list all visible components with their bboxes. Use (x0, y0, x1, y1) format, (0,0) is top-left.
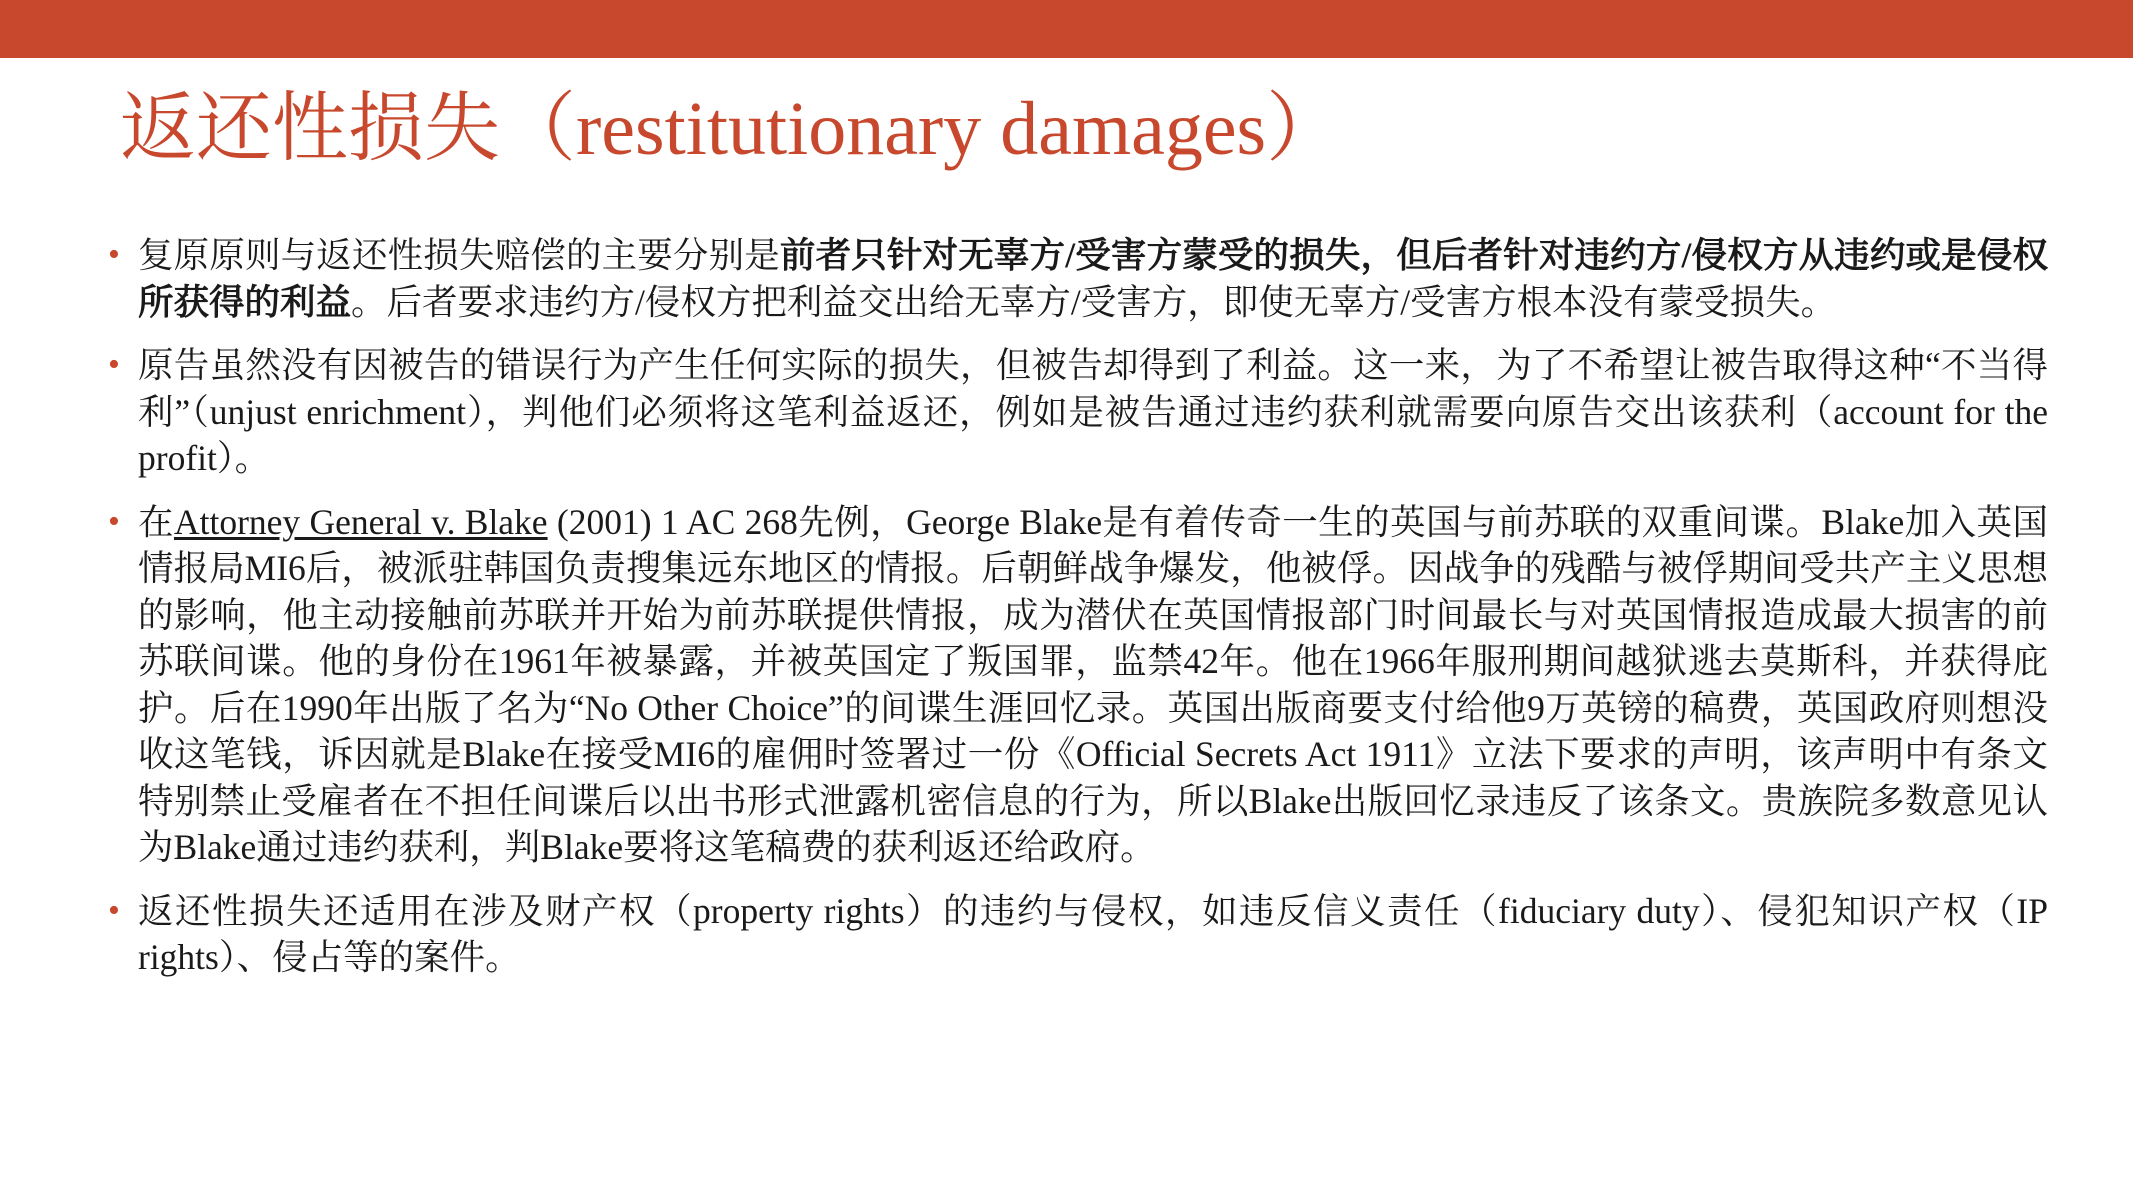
bullet-4-text: 返还性损失还适用在涉及财产权（property rights）的违约与侵权，如违反信义责任（fiduciary duty）、侵犯知识产权（IP rights）、侵占等的案件。 (138, 890, 2048, 977)
page-title: 返还性损失（restitutionary damages） (120, 87, 1343, 171)
slide-body (108, 232, 2048, 998)
list-item (108, 499, 2048, 871)
bullet-3-text: 在Attorney General v. Blake (2001) 1 AC 268先例，George Blake是有着传奇一生的英国与前苏联的双重间谍。Blake加入英国情报局MI6后，被派驻韩国负责搜集远东地区的情报。后朝鲜战争爆发，他被俘。因战争的残酷与被俘期间受共产主义思想的影响，他主动接触前苏联并开始为前苏联提供情报，成为潜伏在英国情报部门时间最长与对英国情报造成最大损害的前苏联间谍。他的身份在1961年被暴露，并被英国定了叛国罪，监禁42年。他在1966年服刑期间越狱逃去莫斯科，并获得庇护。后在1990年出版了名为“No Other Choice”的间谍生涯回忆录。英国出版商要支付给他9万英镑的稿费，英国政府则想没收这笔钱，诉因就是Blake在接受MI6的雇佣时签署过一份《Official Secrets Act 1911》立法下要求的声明，该声明中有条文特别禁止受雇者在不担任间谍后以出书形式泄露机密信息的行为，所以Blake出版回忆录违反了该条文。贵族院多数意见认为Blake通过违约获利，判Blake要将这笔稿费的获利返还给政府。 (138, 501, 2048, 867)
list-item (108, 342, 2048, 482)
bullet-marker: • (108, 891, 120, 929)
bullet-2-text: 原告虽然没有因被告的错误行为产生任何实际的损失，但被告却得到了利益。这一来，为了不希望让被告取得这种“不当得利”（unjust enrichment），判他们必须将这笔利益返还，例如是被告通过违约获利就需要向原告交出该获利（account for the profit）。 (138, 345, 2048, 478)
bullet-1-text: 复原原则与返还性损失赔偿的主要分别是前者只针对无辜方/受害方蒙受的损失，但后者针对违约方/侵权方从违约或是侵权所获得的利益。后者要求违约方/侵权方把利益交出给无辜方/受害方，即使无辜方/受害方根本没有蒙受损失。 (138, 235, 2048, 322)
case-citation: Attorney General v. Blake (173, 501, 548, 542)
bullet-marker: • (108, 236, 120, 273)
bullet-marker: • (108, 346, 120, 383)
list-item (108, 888, 2048, 981)
accent-top-bar (0, 0, 2133, 58)
list-item (108, 232, 2048, 325)
bullet-marker: • (108, 502, 120, 540)
